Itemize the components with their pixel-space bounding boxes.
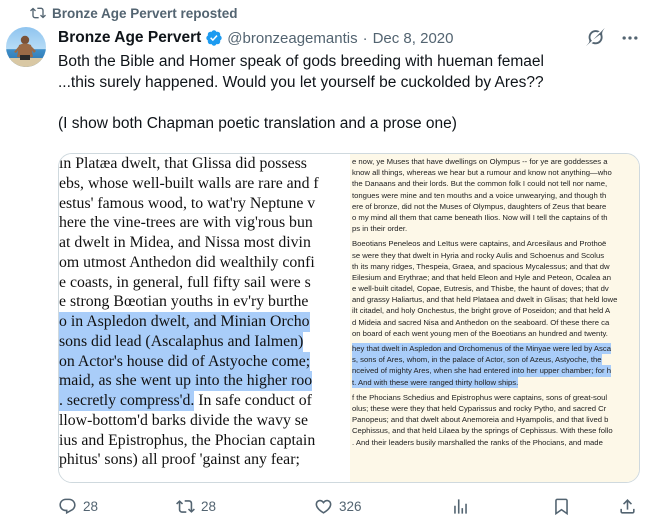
prose-line [352,178,639,189]
like-count: 326 [339,498,362,514]
prose-highlighted-text: nceived of mighty Ares, when she had entered into her upper chamber; for h [352,366,611,376]
chapman-text: e strong Bœotian youths in ev'ry burthe [59,293,309,311]
prose-line [352,377,639,388]
bookmark-button[interactable] [552,497,571,516]
prose-text: Cephissus, and that held Lilaea by the springs of Cephissus. With these follo [352,426,613,436]
chapman-highlighted-text: . secretly compress'd. [59,392,195,409]
prose-text: e well-built citadel, Copae, Eutresis, and Thisbe, the haunt of doves; that dv [352,284,609,294]
prose-text: on board of each went young men of the Boeotians an hundred and twenty. [352,328,608,338]
prose-text: Eilesium and Erythrae; and that held Eleon and Hyle and Peteon, Ocalea an [352,272,611,282]
prose-highlighted-text: t. And with these were ranged thirty hollow ships. [352,377,519,387]
retweet-icon [176,497,195,516]
prose-line [352,437,639,448]
tweet-line: (I show both Chapman poetic translation and a prose one) [58,114,457,132]
grok-icon[interactable] [586,28,606,48]
chapman-text: here the vine-trees are with vig'rous bun [59,214,313,232]
chapman-text: at dwelt in Midea, and Nissa most divin [59,234,311,251]
chapman-text: In safe conduct of [194,392,312,409]
prose-text: Panopeus; and that dwelt about Anemoreia and Hyampolis, and that lived b [352,415,609,425]
prose-line [352,328,639,339]
avatar-image [6,27,46,67]
prose-line [352,167,639,178]
prose-line [352,250,639,261]
chapman-line [59,352,350,372]
views-button[interactable] [451,497,470,516]
prose-text: d Mideia and sacred Nisa and Anthedon on the seaboard. Of these there ca [352,317,610,327]
share-icon [618,497,637,516]
prose-line [352,425,639,436]
tweet-date[interactable]: Dec 8, 2020 [372,29,454,47]
prose-line [352,305,639,316]
chapman-line [59,332,350,352]
prose-text: the Danaans and their lords. But the common folk I could not tell nor name, [352,179,608,189]
chapman-line [59,253,350,273]
prose-line [352,261,639,272]
prose-translation-panel [350,154,639,482]
prose-line [352,392,639,403]
prose-text: Boeotians Peneleos and Leïtus were captains, and Arcesilaus and Prothoë [352,239,607,249]
tweet-line [58,93,643,114]
like-button[interactable] [314,497,362,516]
prose-line [352,403,639,414]
prose-lines [352,156,639,448]
prose-text: ere of bronze, did not the Muses of Olympus, daughters of Zeus that beare [352,201,607,211]
heart-icon [314,497,333,516]
chapman-line [59,450,350,470]
prose-line [352,414,639,425]
tweet-line: ...this surely happened. Would you let yourself be cuckolded by Ares?? [58,73,544,91]
chapman-line [59,233,350,253]
prose-line [352,190,639,201]
tweet-line: Both the Bible and Homer speak of gods breeding with hueman femael [58,53,544,70]
repost-indicator[interactable] [30,4,238,22]
prose-line [352,201,639,212]
chapman-text: estus' famous wood, to wat'ry Neptune v [59,194,316,212]
tweet-text [58,52,643,134]
chapman-text: in Platæa dwelt, that Glissa did possess [59,155,307,172]
chapman-line [59,411,350,431]
more-icon[interactable] [620,28,640,48]
chapman-text: phitus' sons) all proof 'gainst any fear; [59,451,300,469]
prose-text: know all things, whereas we hear but a rumour and know not anything—who [352,168,612,178]
chapman-highlighted-text: sons did lead (Ascalaphus and Ialmen) [59,332,304,350]
prose-line [352,317,639,328]
chapman-highlighted-text: on Actor's house did of Astyoche come; [59,352,311,370]
chapman-translation-panel [59,154,350,482]
reply-count: 28 [83,498,99,514]
retweet-count: 28 [201,498,217,514]
prose-line [352,343,639,354]
chapman-line [59,174,350,194]
chapman-highlighted-text: maid, as she went up into the higher roo [59,372,313,390]
prose-line [352,272,639,283]
verified-badge-icon[interactable] [205,29,223,47]
prose-line [352,354,639,365]
prose-text: . And their leaders busily marshalled the ranks of the Phocians, and made [352,437,603,447]
retweet-button[interactable] [176,497,216,516]
prose-line [352,156,639,167]
bookmark-icon [552,497,571,516]
prose-line [352,283,639,294]
media-image[interactable] [58,153,640,483]
share-button[interactable] [618,497,637,516]
tweet-header [58,26,640,50]
author-handle[interactable]: @bronzeagemantis [227,29,358,47]
chapman-line [59,312,350,332]
retweet-icon [30,5,46,21]
chapman-text: e coasts, in general, full fifty sail were s [59,273,311,291]
action-bar [58,495,643,517]
prose-highlighted-text: s, sons of Ares, whom, in the palace of Actor, son of Azeus, Astyoche, the [352,355,602,365]
prose-text: and grassy Haliartus, and that held Plataea and dwelt in Glisas; that held lowe [352,295,618,305]
prose-text: tongues were mine and ten mouths and a voice unwearying, and though th [352,190,607,200]
author-name[interactable]: Bronze Age Pervert [58,29,202,46]
chapman-text: ius and Epistrophus, the Phocian captain [59,431,316,449]
reply-icon [58,497,77,516]
chapman-highlighted-text: o in Aspledon dwelt, and Minian Orcho [59,313,310,330]
chapman-line [59,213,350,233]
prose-text: ps in their order. [352,224,408,234]
chapman-line [59,371,350,391]
repost-text: Bronze Age Pervert reposted [52,5,238,21]
chapman-text: ebs, whose well-built walls are rare and f [59,174,319,192]
chapman-line [59,292,350,312]
prose-text: olus; these were they that held Cyparissus and rocky Pytho, and sacred Cr [352,403,607,413]
chapman-line [59,154,350,174]
views-icon [451,497,470,516]
separator-dot: · [362,29,368,47]
prose-text: f the Phocians Schedius and Epistrophus were captains, sons of great-soul [352,392,608,402]
chapman-text: llow-bottom'd barks divide the wavy se [59,411,308,429]
prose-line [352,223,639,234]
prose-highlighted-text: hey that dwelt in Aspledon and Orchomenus of the Minyae were led by Asca [352,344,611,353]
chapman-line [59,391,350,411]
reply-button[interactable] [58,497,98,516]
chapman-line [59,194,350,214]
chapman-lines [59,154,350,470]
avatar[interactable] [6,27,46,67]
chapman-line [59,273,350,293]
prose-text: th its many ridges, Thespeia, Graea, and spacious Mycalessus; and that dw [352,261,610,271]
prose-text: e now, ye Muses that have dwellings on Olympus -- for ye are goddesses a [352,157,608,166]
chapman-text: om utmost Anthedon did wealthily confi [59,253,315,271]
prose-line [352,294,639,305]
prose-line [352,238,639,249]
prose-text: o my mind all them that came beneath Ilios. Now will I tell the captains of th [352,212,608,222]
prose-line [352,365,639,376]
prose-text: se were they that dwelt in Hyria and rocky Aulis and Schoenus and Scolus [352,250,605,260]
prose-line [352,212,639,223]
prose-text: ilt citadel, and holy Onchestus, the bright grove of Poseidon; and that held A [352,306,611,316]
chapman-line [59,431,350,451]
